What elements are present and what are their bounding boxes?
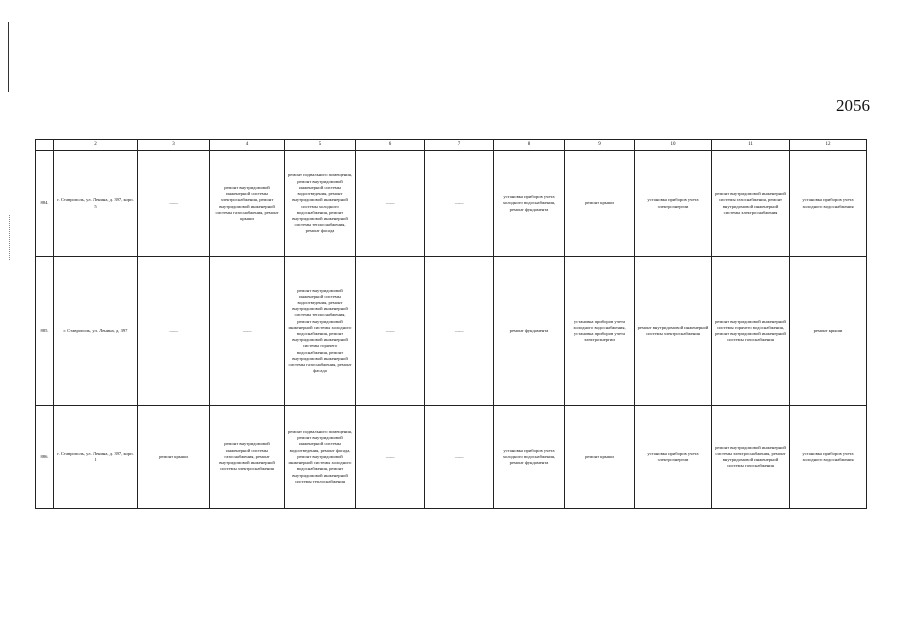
header-cell: 2 — [54, 140, 138, 151]
table-cell: ремонт внутридомовой инженерной системы водоотведения, ремонт внутридомовой инженерной системы теплоснабжения, ремонт внутридомовой инженерной системы холодного водоснабжения, ремонт внутридомовой инженерной системы горячего водоснабжения, ремонт внутридомовой инженерной системы газоснабжения, ремонт фасада — [285, 257, 356, 406]
table-cell: —— — [356, 257, 425, 406]
table-cell: установка приборов учета электроэнергии — [635, 406, 712, 509]
table-cell: —— — [138, 257, 210, 406]
table-cell: установка приборов учета холодного водоснабжения — [790, 406, 867, 509]
header-cell: 8 — [494, 140, 565, 151]
table-cell: ремонт фундамента — [494, 257, 565, 406]
capital-repair-table — [35, 139, 867, 509]
table-cell: ремонт крыши — [790, 257, 867, 406]
header-cell: 10 — [635, 140, 712, 151]
table-cell: ремонт внутридомовой инженерной системы электроснабжения, ремонт внутридомовой инженерной системы газоснабжения — [712, 406, 790, 509]
table-cell: установка приборов учета холодного водоснабжения, ремонт фундамента — [494, 406, 565, 509]
header-cell: 5 — [285, 140, 356, 151]
table-cell: ремонт подвального помещения, ремонт внутридомовой инженерной системы водоотведения, ремонт внутридомовой инженерной системы холодного водоснабжения, ремонт внутридомовой инженерной системы теплоснабжения, ремонт фасада — [285, 151, 356, 257]
header-cell: 11 — [712, 140, 790, 151]
table-cell: —— — [356, 151, 425, 257]
table-cell: ремонт внутридомовой инженерной системы газоснабжения, ремонт внутридомовой инженерной системы электроснабжения — [712, 151, 790, 257]
header-cell — [36, 140, 54, 151]
header-cell: 3 — [138, 140, 210, 151]
header-cell: 6 — [356, 140, 425, 151]
row-address: г. Ставрополь, ул. Ленина, д. 397, корп. 1 — [54, 406, 138, 509]
scan-edge-dots — [9, 215, 11, 260]
table-cell: установка приборов учета холодного водоснабжения, установка приборов учета электроэнергии — [565, 257, 635, 406]
table-cell: —— — [425, 257, 494, 406]
table-cell: —— — [425, 406, 494, 509]
table-cell: установка приборов учета электроэнергии — [635, 151, 712, 257]
header-cell: 7 — [425, 140, 494, 151]
table-cell: ремонт внутридомовой инженерной системы электроснабжения — [635, 257, 712, 406]
table-cell: ремонт крыши — [138, 406, 210, 509]
table-cell: ремонт внутридомовой инженерной системы газоснабжения, ремонт внутридомовой инженерной системы электроснабжения — [210, 406, 285, 509]
table-header-row — [36, 140, 867, 151]
table-cell: установка приборов учета холодного водоснабжения — [790, 151, 867, 257]
row-number: 885. — [36, 257, 54, 406]
table-cell: ремонт внутридомовой инженерной системы горячего водоснабжения, ремонт внутридомовой инженерной системы газоснабжения — [712, 257, 790, 406]
table-cell: ремонт крыши — [565, 151, 635, 257]
table-cell: —— — [425, 151, 494, 257]
row-number: 886. — [36, 406, 54, 509]
row-address: г. Ставрополь, ул. Ленина, д. 397, корп. 5 — [54, 151, 138, 257]
header-cell: 4 — [210, 140, 285, 151]
page-number: 2056 — [836, 96, 870, 115]
table-row — [36, 406, 867, 509]
table-row — [36, 151, 867, 257]
scan-edge-line — [8, 22, 9, 92]
table-cell: ремонт подвального помещения, ремонт внутридомовой инженерной системы водоотведения, ремонт фасада, ремонт внутридомовой инженерной системы холодного водоснабжения, ремонт внутридомовой инженерной системы теплоснабжения — [285, 406, 356, 509]
row-number: 884. — [36, 151, 54, 257]
table-row — [36, 257, 867, 406]
header-cell: 9 — [565, 140, 635, 151]
table-cell: ремонт внутридомовой инженерной системы электроснабжения, ремонт внутридомовой инженерной системы газоснабжения, ремонт крыши — [210, 151, 285, 257]
table-cell: ремонт крыши — [565, 406, 635, 509]
row-address: г. Ставрополь, ул. Ленина, д. 397 — [54, 257, 138, 406]
table-cell: —— — [138, 151, 210, 257]
table-cell: —— — [210, 257, 285, 406]
header-cell: 12 — [790, 140, 867, 151]
table-cell: установка приборов учета холодного водоснабжения, ремонт фундамента — [494, 151, 565, 257]
table-cell: —— — [356, 406, 425, 509]
